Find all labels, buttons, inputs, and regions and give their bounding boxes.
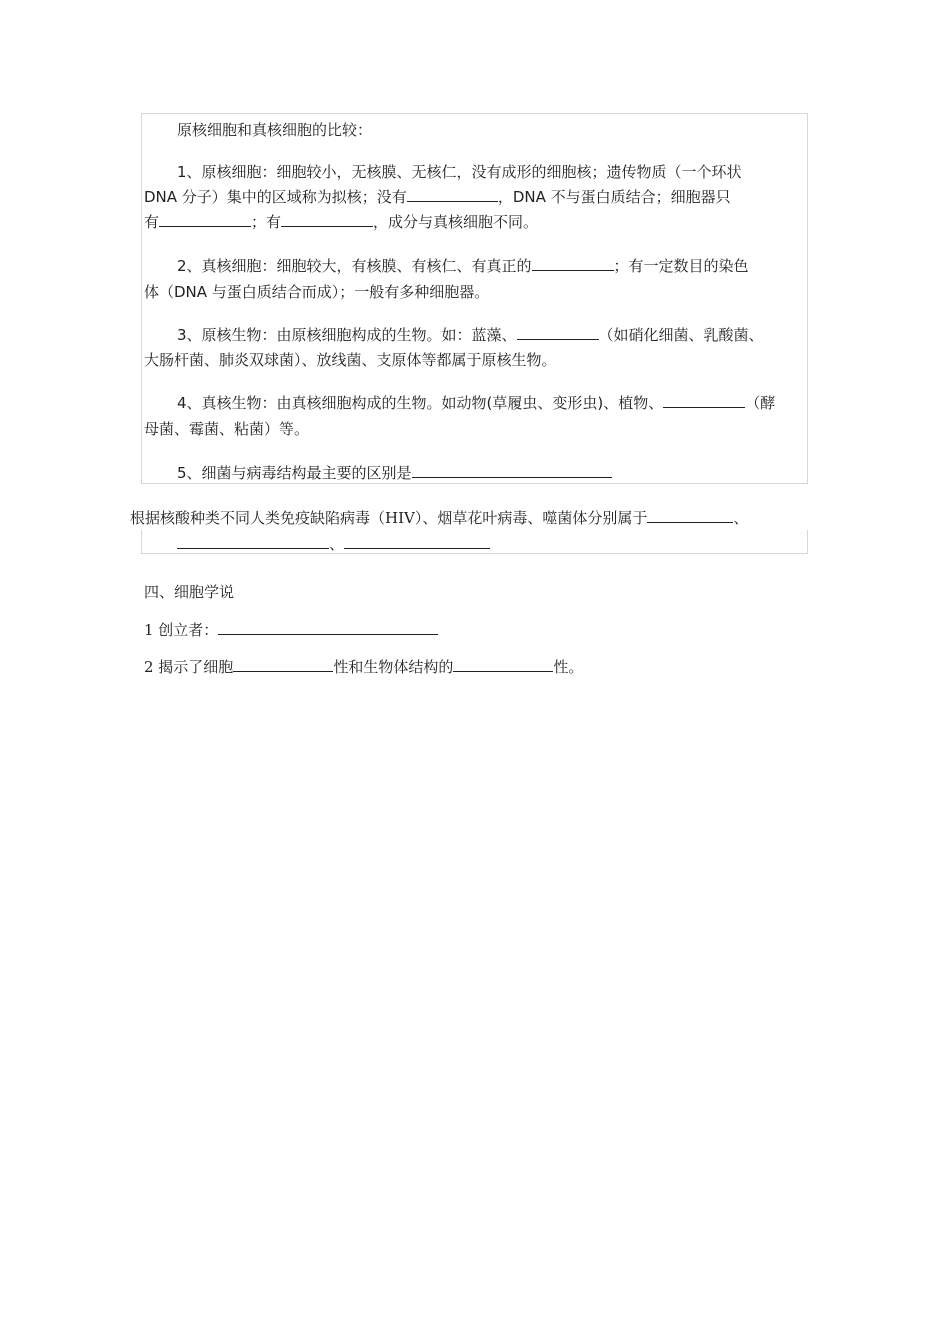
item1-line2: [144, 187, 731, 207]
blank-7[interactable]: [412, 463, 612, 478]
item4-line1-text-a: 4、真核生物：由真核细胞构成的生物。如动物(草履虫、变形虫)、植物、: [177, 394, 664, 412]
item3-line1-text-a: 3、原核生物：由原核细胞构成的生物。如：蓝藻、: [177, 326, 517, 344]
item1-line1: 1、原核细胞：细胞较小，无核膜、无核仁，没有成形的细胞核；遗传物质（一个环状: [177, 163, 742, 181]
item5-line: [177, 463, 612, 483]
item3-line1-text-b: （如硝化细菌、乳酸菌、: [598, 326, 764, 344]
item5-text: 5、细菌与病毒结构最主要的区别是: [177, 464, 412, 482]
item2-line1: [177, 256, 749, 276]
blank-6[interactable]: [663, 393, 745, 408]
item4-line1: [177, 393, 775, 413]
q2-text-a: 2 揭示了细胞: [144, 658, 234, 676]
item2-line1-text-b: ；有一定数目的染色: [613, 257, 749, 275]
item1-line3-text-c: ，成分与真核细胞不同。: [373, 213, 539, 231]
blank-10[interactable]: [344, 534, 490, 549]
blank-4[interactable]: [532, 256, 614, 271]
item1-line3-text-b: ；有: [251, 213, 282, 231]
cell-theory-q1: [144, 620, 438, 640]
item2-line2: 体（DNA 与蛋白质结合而成）；一般有多种细胞器。: [144, 283, 490, 301]
item3-line1: [177, 325, 764, 345]
blank-2[interactable]: [159, 212, 251, 227]
virus-line1: [130, 508, 748, 528]
blank-11[interactable]: [218, 620, 438, 635]
blank-1[interactable]: [407, 187, 498, 202]
item1-line2-text-b: ，DNA 不与蛋白质结合；细胞器只: [497, 188, 731, 206]
item4-line2: 母菌、霉菌、粘菌）等。: [144, 420, 310, 438]
virus-line2: [177, 534, 490, 554]
blank-13[interactable]: [453, 657, 553, 672]
q1-text: 1 创立者：: [144, 621, 219, 639]
item1-line2-text-a: DNA 分子）集中的区域称为拟核；没有: [144, 188, 407, 206]
blank-12[interactable]: [233, 657, 333, 672]
blank-8[interactable]: [647, 508, 733, 523]
virus-line1-text-a: 根据核酸种类不同人类免疫缺陷病毒（HIV）、烟草花叶病毒、噬菌体分别属于: [130, 509, 648, 527]
cell-theory-q2: [144, 657, 583, 677]
q2-text-c: 性。: [553, 658, 584, 676]
item2-line1-text-a: 2、真核细胞：细胞较大，有核膜、有核仁、有真正的: [177, 257, 532, 275]
virus-line2-text-a: 、: [329, 535, 345, 553]
virus-line1-text-b: 、: [733, 509, 749, 527]
cell-theory-heading: 四、细胞学说: [144, 583, 235, 601]
item4-line1-text-b: （酵: [745, 394, 776, 412]
item1-line3-text-a: 有: [144, 213, 160, 231]
blank-5[interactable]: [517, 325, 599, 340]
blank-3[interactable]: [281, 212, 373, 227]
q2-text-b: 性和生物体结构的: [333, 658, 454, 676]
section-title: 原核细胞和真核细胞的比较：: [177, 121, 373, 139]
blank-9[interactable]: [177, 534, 329, 549]
item3-line2: 大肠杆菌、肺炎双球菌）、放线菌、支原体等都属于原核生物。: [144, 351, 557, 369]
item1-line3: [144, 212, 538, 232]
